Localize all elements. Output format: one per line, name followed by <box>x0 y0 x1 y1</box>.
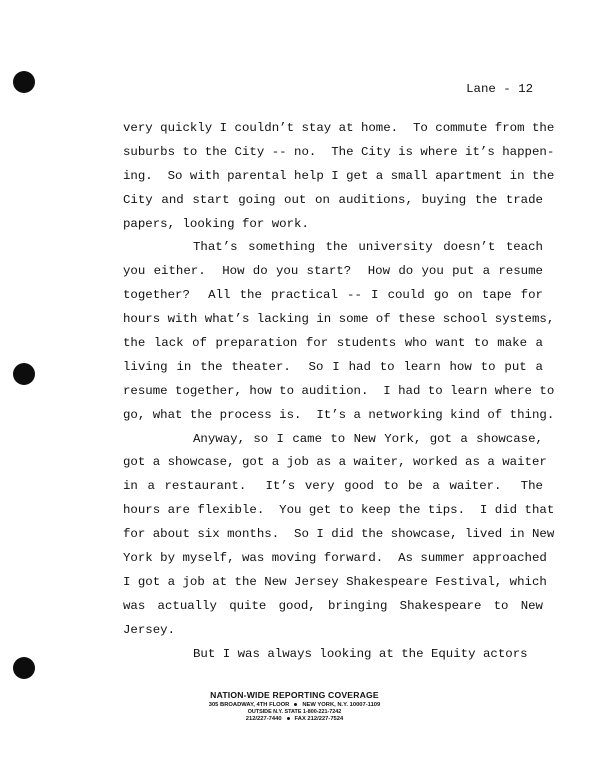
punch-hole-top <box>13 71 35 93</box>
transcript-line: together? All the practical -- I could go on tape for <box>123 288 543 303</box>
punch-hole-bottom <box>13 657 35 679</box>
transcript-line: Anyway, so I came to New York, got a showcase, <box>193 431 543 446</box>
transcript-line: hours with what’s lacking in some of these school systems, <box>123 312 555 327</box>
footer-fax: FAX 212/227-7524 <box>294 716 344 722</box>
footer-address-city: NEW YORK, N.Y. 10007-1109 <box>302 702 381 708</box>
transcript-line: very quickly I couldn’t stay at home. To commute from the <box>123 121 555 135</box>
transcript-line: But I was always looking at the Equity actors <box>193 646 528 661</box>
transcript-line: go, what the process is. It’s a networking kind of thing. <box>123 407 555 422</box>
transcript-line: ing. So with parental help I get a small apartment in the <box>123 168 555 183</box>
footer-address <box>0 702 589 708</box>
paragraph <box>123 236 555 427</box>
punch-hole-middle <box>13 363 35 385</box>
transcript-line: resume together, how to audition. I had to learn where to <box>123 383 555 398</box>
transcript-line: you either. How do you start? How do you put a resume <box>123 264 543 279</box>
bullet-separator <box>287 717 290 720</box>
transcript-body <box>123 117 555 666</box>
transcript-line: Jersey. <box>123 622 176 637</box>
transcript-line: living in the theater. So I had to learn how to put a <box>123 359 543 374</box>
footer-company: NATION-WIDE REPORTING COVERAGE <box>210 690 379 700</box>
transcript-line: York by myself, was moving forward. As summer approached <box>123 551 547 566</box>
transcript-line: for about six months. So I did the showcase, lived in New <box>123 527 555 542</box>
footer-outside-number: OUTSIDE N.Y. STATE 1-800-221-7242 <box>247 709 342 715</box>
transcript-line: got a showcase, got a job as a waiter, worked as a waiter <box>123 455 547 470</box>
transcript-line: That’s something the university doesn’t teach <box>193 240 543 255</box>
footer-phone: 212/227-7440 <box>245 716 282 722</box>
paragraph <box>123 643 543 667</box>
transcript-line: I got a job at the New Jersey Shakespeare Festival, which <box>123 574 547 589</box>
transcript-line: suburbs to the City -- no. The City is where it’s happen- <box>123 144 555 159</box>
page-header: Lane - 12 <box>466 82 533 96</box>
footer-address-street: 305 BROADWAY, 4TH FLOOR <box>208 702 290 708</box>
paragraph <box>123 117 555 236</box>
transcript-line: hours are flexible. You get to keep the tips. I did that <box>123 503 555 518</box>
transcript-line: the lack of preparation for students who want to make a <box>123 336 543 351</box>
transcript-line: City and start going out on auditions, buying the trade <box>123 192 543 207</box>
footer-phones <box>0 716 589 722</box>
page-footer <box>0 690 589 722</box>
transcript-line: papers, looking for work. <box>123 216 309 231</box>
transcript-line: in a restaurant. It’s very good to be a waiter. The <box>123 479 543 494</box>
transcript-line: was actually quite good, bringing Shakespeare to New <box>123 598 543 613</box>
paragraph <box>123 428 555 643</box>
bullet-separator <box>294 703 297 706</box>
